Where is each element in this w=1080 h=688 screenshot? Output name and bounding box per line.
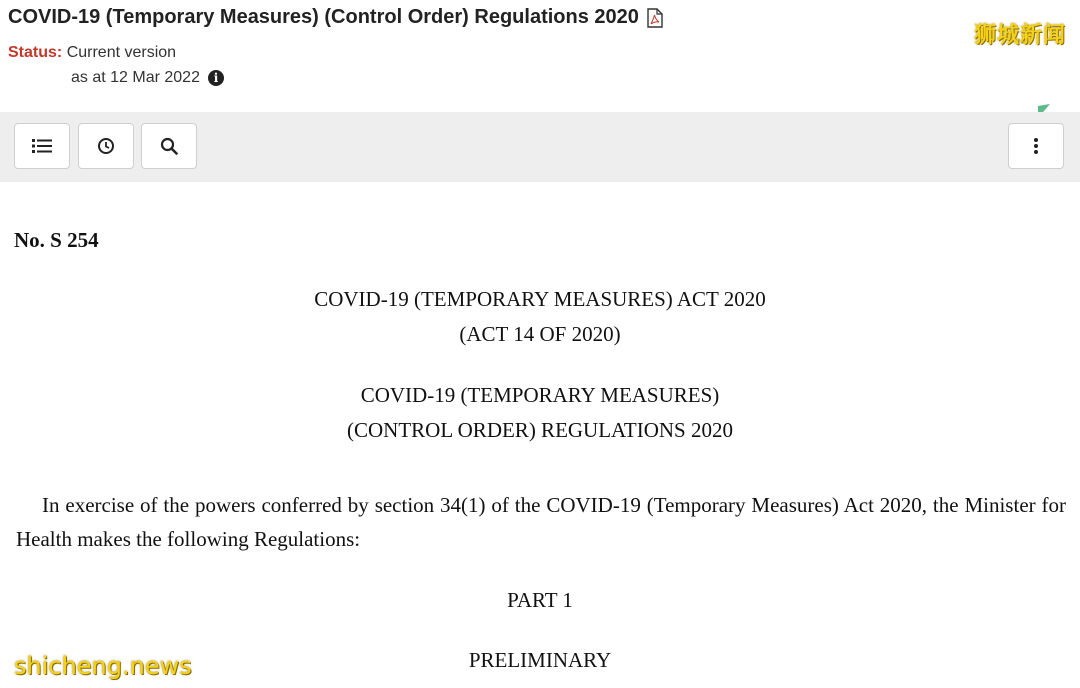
pdf-icon[interactable]: [647, 8, 663, 28]
document-body: [0, 182, 1080, 688]
act-number: (ACT 14 OF 2020): [459, 322, 621, 346]
status-label: Status:: [8, 44, 63, 61]
status-value: Current version: [66, 44, 177, 61]
document-title: COVID-19 (Temporary Measures) (Control Order) Regulations 2020: [8, 6, 639, 28]
search-icon: [160, 137, 178, 155]
watermark-chinese: 狮城新闻: [973, 23, 1066, 48]
watermark-site: shicheng.news: [14, 652, 192, 680]
part-number: PART 1: [507, 588, 573, 612]
more-options-button[interactable]: [1008, 123, 1064, 169]
gazette-number: No. S 254: [14, 228, 99, 252]
as-at-row: [71, 69, 224, 87]
list-icon: [32, 138, 52, 154]
act-title: COVID-19 (TEMPORARY MEASURES) ACT 2020: [314, 287, 766, 311]
info-icon[interactable]: i: [208, 70, 224, 86]
status-row: [8, 44, 176, 62]
search-button[interactable]: [141, 123, 197, 169]
enacting-formula: [16, 488, 1066, 556]
regulations-title-line-1: COVID-19 (TEMPORARY MEASURES): [360, 383, 720, 407]
enacting-formula-text: In exercise of the powers conferred by section 34(1) of the COVID-19 (Temporary Measures) Act 2020, the Minister for Health makes the following Regulations:: [16, 493, 1066, 551]
toolbar: [0, 112, 1080, 182]
as-at-date: as at 12 Mar 2022: [71, 69, 200, 86]
table-of-contents-button[interactable]: [14, 123, 70, 169]
part-title: PRELIMINARY: [468, 648, 612, 672]
document-title-row: [8, 6, 663, 29]
document-header: [0, 0, 1080, 112]
history-button[interactable]: [78, 123, 134, 169]
vertical-dots-icon: [1033, 137, 1039, 155]
regulations-title-line-2: (CONTROL ORDER) REGULATIONS 2020: [347, 418, 733, 442]
clock-icon: [97, 137, 115, 155]
